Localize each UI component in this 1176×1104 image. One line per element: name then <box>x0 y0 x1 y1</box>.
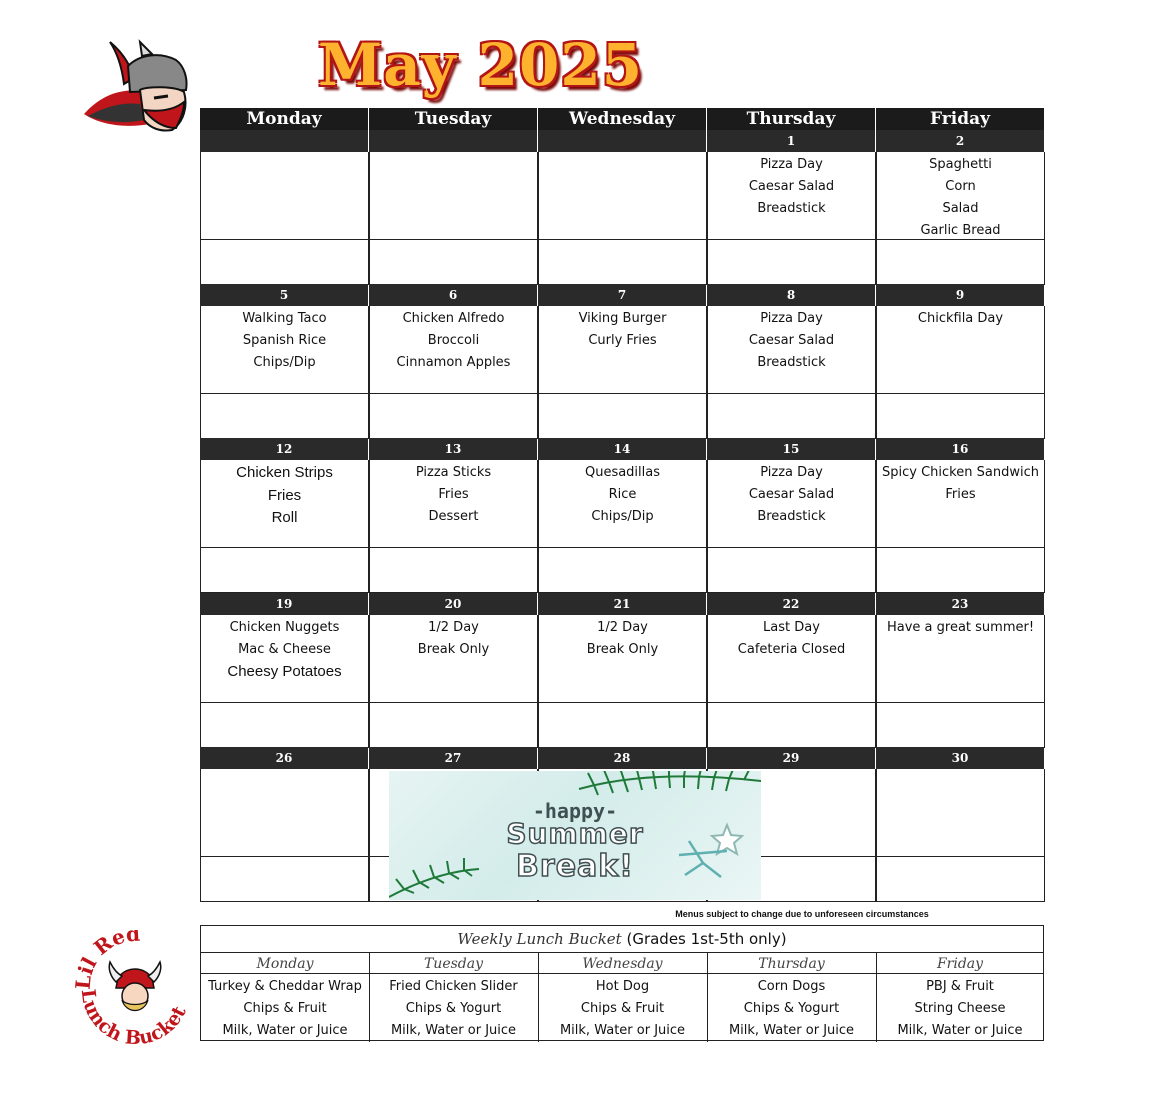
date-number: 20 <box>369 593 537 615</box>
bucket-item: Milk, Water or Juice <box>390 1023 517 1038</box>
menu-cell <box>707 152 876 240</box>
weekday-header: Wednesday <box>538 108 706 130</box>
date-number: 2 <box>876 130 1044 152</box>
bucket-item: Chips & Yogurt <box>743 1001 840 1016</box>
menu-item: Last Day <box>763 620 820 635</box>
menu-item: Break Only <box>417 642 490 657</box>
menu-item: Pizza Day <box>760 157 823 172</box>
menu-item: Corn <box>945 179 976 194</box>
menu-item: Pizza Day <box>760 465 823 480</box>
date-number: 16 <box>876 438 1044 460</box>
note-row-cell <box>538 703 707 748</box>
date-number: 5 <box>200 284 368 306</box>
bucket-item: Milk, Water or Juice <box>728 1023 855 1038</box>
menu-item: Caesar Salad <box>748 179 835 194</box>
calendar-title: May 2025 <box>318 31 644 99</box>
note-row-cell <box>707 394 876 439</box>
menu-item: Chips/Dip <box>253 355 316 370</box>
menu-item: Cheesy Potatoes <box>227 663 342 680</box>
menu-cell <box>200 769 369 857</box>
menu-items <box>539 462 706 528</box>
menu-item: Quesadillas <box>584 465 661 480</box>
note-row-cell <box>707 240 876 285</box>
bucket-column-wednesday <box>538 976 707 1040</box>
menu-item: Caesar Salad <box>748 487 835 502</box>
lil-red-lunch-bucket-logo <box>74 930 196 1048</box>
menu-items <box>708 154 875 220</box>
menu-cell <box>538 460 707 548</box>
menu-items <box>877 462 1044 506</box>
menu-cell <box>538 306 707 394</box>
bucket-column-monday <box>201 976 369 1040</box>
note-row-cell <box>200 394 369 439</box>
bucket-item: Hot Dog <box>595 979 650 994</box>
bucket-item: PBJ & Fruit <box>926 979 994 994</box>
note-row-cell <box>538 548 707 593</box>
note-row-cell <box>538 240 707 285</box>
logo-text-bottom: Lunch Bucket <box>76 987 191 1048</box>
menu-cell <box>707 306 876 394</box>
date-number: 30 <box>876 747 1044 769</box>
bucket-item: String Cheese <box>914 1001 1006 1016</box>
date-number: 13 <box>369 438 537 460</box>
date-number: 14 <box>538 438 706 460</box>
disclaimer-note: Menus subject to change due to unforeseen circumstances <box>675 909 929 919</box>
logo-text-top: il Red <box>74 930 141 978</box>
menu-item: Breadstick <box>757 355 826 370</box>
date-number <box>200 130 368 152</box>
weekday-header: Friday <box>876 108 1044 130</box>
date-number: 23 <box>876 593 1044 615</box>
banner-happy-text: -happy- <box>532 799 618 823</box>
date-number: 22 <box>707 593 875 615</box>
viking-logo <box>80 36 192 134</box>
menu-items <box>708 617 875 661</box>
menu-item: 1/2 Day <box>428 620 479 635</box>
menu-cell <box>369 152 538 240</box>
menu-item: 1/2 Day <box>597 620 648 635</box>
date-number: 26 <box>200 747 368 769</box>
menu-item: Roll <box>271 509 298 526</box>
menu-cell <box>200 306 369 394</box>
bucket-item: Chips & Yogurt <box>405 1001 502 1016</box>
menu-items <box>201 617 368 683</box>
menu-item: Curly Fries <box>588 333 657 348</box>
banner-break-text: Break! <box>516 849 634 884</box>
menu-cell <box>707 460 876 548</box>
menu-cell <box>876 769 1045 857</box>
menu-cell <box>876 615 1045 703</box>
date-number: 9 <box>876 284 1044 306</box>
menu-items <box>877 154 1044 242</box>
menu-cell <box>200 460 369 548</box>
bucket-column-tuesday <box>369 976 538 1040</box>
menu-items <box>539 308 706 352</box>
menu-cell <box>538 615 707 703</box>
note-row-cell <box>876 703 1045 748</box>
date-number: 8 <box>707 284 875 306</box>
menu-items <box>708 308 875 374</box>
lunch-bucket-title-grades: (Grades 1st-5th only) <box>621 930 787 948</box>
menu-item: Broccoli <box>427 333 480 348</box>
menu-item: Caesar Salad <box>748 333 835 348</box>
note-row-cell <box>200 703 369 748</box>
date-number: 27 <box>369 747 537 769</box>
bucket-day-header: Thursday <box>707 952 876 974</box>
bucket-item: Milk, Water or Juice <box>559 1023 686 1038</box>
menu-cell <box>707 615 876 703</box>
weekly-lunch-bucket-table <box>200 925 1044 1041</box>
summer-break-banner <box>389 771 761 900</box>
date-number: 7 <box>538 284 706 306</box>
note-row-cell <box>369 548 538 593</box>
menu-item: Rice <box>608 487 637 502</box>
menu-cell <box>876 306 1045 394</box>
bucket-item: Milk, Water or Juice <box>897 1023 1023 1038</box>
menu-item: Pizza Day <box>760 311 823 326</box>
menu-item: Viking Burger <box>578 311 667 326</box>
menu-item: Breadstick <box>757 509 826 524</box>
menu-item: Spaghetti <box>929 157 992 172</box>
menu-item: Chicken Alfredo <box>402 311 505 326</box>
note-row-cell <box>707 703 876 748</box>
menu-items <box>877 308 1044 330</box>
menu-items <box>877 617 1044 639</box>
menu-items <box>201 308 368 374</box>
note-row-cell <box>876 548 1045 593</box>
menu-item: Fries <box>945 487 976 502</box>
note-row-cell <box>200 548 369 593</box>
menu-item: Salad <box>942 201 979 216</box>
menu-item: Fries <box>267 486 302 504</box>
menu-items <box>370 617 537 661</box>
date-number: 6 <box>369 284 537 306</box>
bucket-day-header: Tuesday <box>369 952 538 974</box>
date-number <box>538 130 706 152</box>
menu-items <box>708 462 875 528</box>
menu-item: Mac & Cheese <box>238 642 331 657</box>
menu-item: Chickfila Day <box>917 311 1004 326</box>
menu-cell <box>369 306 538 394</box>
menu-item: Chicken Strips <box>236 464 333 481</box>
bucket-item: Fried Chicken Slider <box>389 979 518 994</box>
menu-item: Garlic Bread <box>920 223 1001 238</box>
weekday-header: Monday <box>200 108 368 130</box>
bucket-item: Chips & Fruit <box>243 1001 327 1016</box>
menu-item: Spanish Rice <box>242 333 327 348</box>
menu-item: Breadstick <box>757 201 826 216</box>
note-row-cell <box>369 240 538 285</box>
bucket-day-header: Wednesday <box>538 952 707 974</box>
bucket-item: Milk, Water or Juice <box>222 1023 348 1038</box>
menu-item: Have a great summer! <box>886 620 1035 635</box>
bucket-column-thursday <box>707 976 876 1040</box>
menu-cell <box>876 460 1045 548</box>
menu-item: Chicken Nuggets <box>229 620 340 635</box>
lunch-bucket-title-script: Weekly Lunch Bucket <box>457 930 622 948</box>
date-number: 29 <box>707 747 875 769</box>
bucket-item: Chips & Fruit <box>580 1001 665 1016</box>
bucket-item: Corn Dogs <box>757 979 826 994</box>
bucket-day-header: Monday <box>201 952 369 974</box>
date-number <box>369 130 537 152</box>
note-row-cell <box>369 703 538 748</box>
date-number: 21 <box>538 593 706 615</box>
menu-item: Fries <box>438 487 469 502</box>
note-row-cell <box>876 857 1045 902</box>
weekday-header: Tuesday <box>369 108 537 130</box>
note-row-cell <box>876 394 1045 439</box>
note-row-cell <box>200 240 369 285</box>
date-number: 28 <box>538 747 706 769</box>
menu-item: Walking Taco <box>242 311 327 326</box>
menu-item: Cafeteria Closed <box>737 642 846 657</box>
menu-items <box>539 617 706 661</box>
lunch-bucket-title <box>201 928 1043 950</box>
menu-item: Dessert <box>428 509 479 524</box>
menu-item: Cinnamon Apples <box>396 355 511 370</box>
weekday-header: Thursday <box>707 108 875 130</box>
note-row-cell <box>200 857 369 902</box>
note-row-cell <box>707 548 876 593</box>
menu-cell <box>369 615 538 703</box>
note-row-cell <box>369 394 538 439</box>
date-number: 15 <box>707 438 875 460</box>
menu-item: Pizza Sticks <box>415 465 492 480</box>
note-row-cell <box>876 240 1045 285</box>
date-number: 19 <box>200 593 368 615</box>
menu-cell <box>200 152 369 240</box>
bucket-item: Turkey & Cheddar Wrap <box>208 979 362 994</box>
menu-items <box>201 462 368 530</box>
bucket-column-friday <box>876 976 1044 1040</box>
date-number: 12 <box>200 438 368 460</box>
menu-item: Spicy Chicken Sandwich <box>882 465 1039 480</box>
date-number: 1 <box>707 130 875 152</box>
menu-item: Break Only <box>586 642 659 657</box>
menu-cell <box>876 152 1045 240</box>
menu-cell <box>369 460 538 548</box>
menu-item: Chips/Dip <box>591 509 654 524</box>
menu-cell <box>538 152 707 240</box>
menu-items <box>370 308 537 374</box>
menu-cell <box>200 615 369 703</box>
menu-items <box>370 462 537 528</box>
note-row-cell <box>538 394 707 439</box>
bucket-day-header: Friday <box>876 952 1044 974</box>
banner-summer-text: Summer <box>506 817 644 850</box>
